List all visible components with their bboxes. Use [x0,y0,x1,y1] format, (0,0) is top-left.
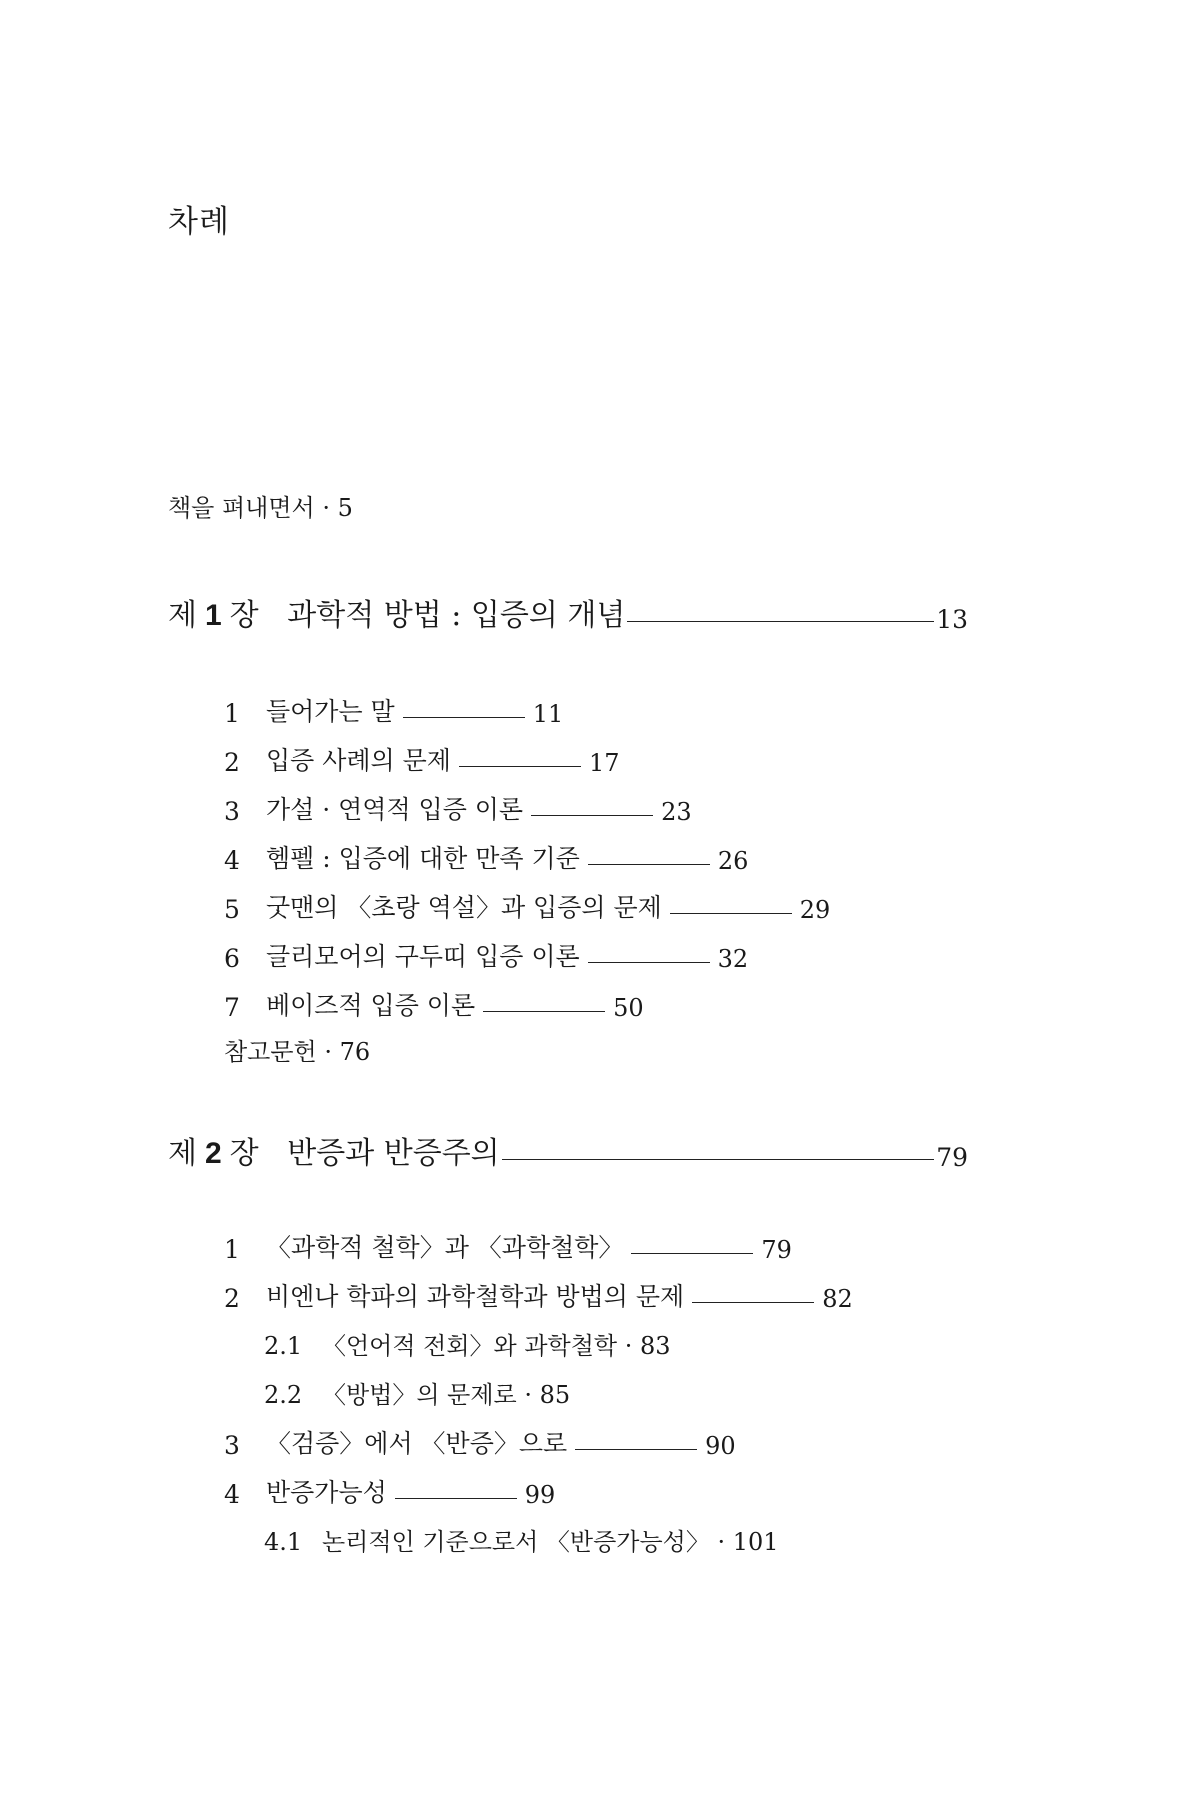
toc-entry [224,1424,736,1460]
toc-entry [224,741,620,777]
entry-page-number: 29 [799,896,831,924]
subentry-number: 4.1 [264,1528,303,1556]
toc-entry [224,692,563,728]
entry-title: 입증 사례의 문제 [266,746,451,775]
preface-entry: 책을 펴내면서 · 5 [168,494,353,522]
leader-line [459,766,581,767]
entry-number: 5 [224,895,240,924]
chapter-title: 과학적 방법 : 입증의 개념 [287,598,626,633]
leader-line [395,1498,517,1499]
chapter-2-label [168,1128,500,1172]
entry-number: 3 [224,1431,240,1460]
toc-entry [224,790,692,826]
entry-number: 7 [224,993,240,1022]
leader-line [403,717,525,718]
leader-line [483,1011,605,1012]
entry-title: 베이즈적 입증 이론 [266,991,476,1020]
leader-line [670,913,792,914]
leader-line [588,864,710,865]
entry-title: 반증가능성 [266,1478,387,1507]
leader-line [575,1449,697,1450]
dotted-leader [627,621,934,622]
chapter-prefix: 제 [168,1136,197,1171]
references-entry: 참고문헌 · 76 [224,1038,371,1066]
entry-page-number: 11 [532,700,564,728]
toc-entry [224,986,644,1022]
entry-title: 헴펠 : 입증에 대한 만족 기준 [266,844,580,873]
chapter-number: 2 [204,1137,222,1170]
toc-entry [224,888,830,924]
subentry-title: 〈언어적 전회〉와 과학철학 · 83 [322,1332,671,1360]
chapter-1-label [168,590,625,634]
leader-line [692,1302,814,1303]
entry-title: 가설 · 연역적 입증 이론 [266,795,524,824]
entry-page-number: 23 [661,798,692,826]
toc-subentry [264,1375,570,1410]
entry-title: 굿맨의 〈초랑 역설〉과 입증의 문제 [266,893,662,922]
toc-entry [224,839,748,875]
chapter-prefix: 제 [168,598,197,633]
entry-page-number: 17 [588,749,620,777]
entry-number: 4 [224,1480,240,1509]
entry-title: 글리모어의 구두띠 입증 이론 [266,942,580,971]
entry-number: 1 [224,1235,240,1264]
leader-line [531,815,653,816]
toc-subentry [264,1522,779,1557]
dotted-leader [502,1159,935,1160]
entry-number: 4 [224,846,240,875]
entry-page-number: 26 [717,847,749,875]
subentry-title: 〈방법〉의 문제로 · 85 [322,1381,571,1409]
chapter-suffix: 장 [229,598,259,633]
page-title: 차례 [168,204,230,240]
toc-entry [224,1228,792,1264]
entry-number: 2 [224,1284,240,1313]
entry-number: 2 [224,748,240,777]
chapter-2-heading [168,1128,968,1172]
entry-page-number: 99 [524,1481,556,1509]
entry-number: 3 [224,797,240,826]
chapter-page-number: 13 [936,605,968,634]
entry-page-number: 50 [613,994,644,1022]
entry-title: 〈과학적 철학〉과 〈과학철학〉 [266,1233,624,1262]
entry-number: 6 [224,944,240,973]
entry-page-number: 82 [822,1285,853,1313]
leader-line [631,1253,753,1254]
entry-title: 비엔나 학파의 과학철학과 방법의 문제 [266,1282,685,1311]
leader-line [588,962,710,963]
subentry-number: 2.2 [264,1381,303,1409]
entry-page-number: 90 [705,1432,736,1460]
toc-entry [224,1473,555,1509]
subentry-title: 논리적인 기준으로서 〈반증가능성〉 · 101 [322,1528,779,1556]
subentry-number: 2.1 [264,1332,303,1360]
entry-number: 1 [224,699,240,728]
chapter-page-number: 79 [936,1143,968,1172]
chapter-title: 반증과 반증주의 [287,1136,500,1171]
toc-subentry [264,1326,671,1361]
entry-page-number: 79 [761,1236,792,1264]
chapter-1-heading [168,590,968,634]
entry-title: 〈검증〉에서 〈반증〉으로 [266,1429,568,1458]
toc-entry [224,937,748,973]
chapter-number: 1 [204,599,222,632]
chapter-suffix: 장 [229,1136,259,1171]
toc-entry [224,1277,853,1313]
entry-title: 들어가는 말 [266,697,395,726]
entry-page-number: 32 [717,945,749,973]
